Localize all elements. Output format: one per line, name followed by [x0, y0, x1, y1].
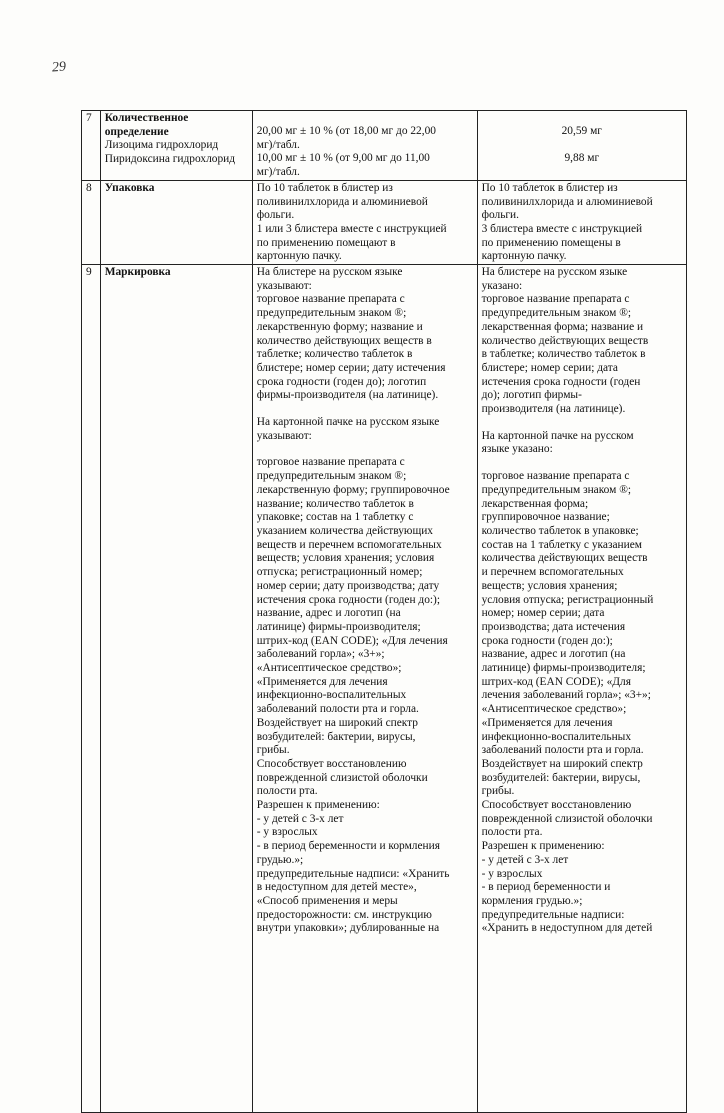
text-line: веществ; условия хранения; условия: [256, 552, 435, 565]
text-line: и перечнем вспомогательных: [481, 566, 624, 579]
text-line: На картонной пачке на русском: [481, 429, 634, 442]
text-line: На блистере на русском языке: [256, 266, 403, 279]
text-line: предупредительным знаком ®;: [256, 307, 407, 320]
text-line: заболеваний полости рта и горла.: [481, 744, 644, 757]
text-line: лекарственная форма; название и: [481, 320, 644, 333]
text-line: название, адрес и логотип (на: [481, 648, 626, 661]
text-line: поврежденной слизистой оболочки: [481, 812, 653, 825]
text-line: грибы.: [481, 785, 515, 798]
text-line: языке указано:: [481, 443, 553, 456]
text-line: заболеваний горла»; «3+»;: [256, 648, 385, 661]
text-line: - у взрослых: [481, 867, 543, 880]
text-line: веществ и перечнем вспомогательных: [256, 538, 442, 551]
row-number: 9: [82, 265, 101, 1113]
text-line: производства; дата истечения: [481, 620, 626, 633]
text-line: Воздействует на широкий спектр: [256, 716, 418, 729]
text-line: грудью.»;: [256, 853, 304, 866]
text-line: указывают:: [256, 429, 312, 442]
text-line: истечения срока годности (годен до:);: [256, 593, 441, 606]
text-line: в недоступном для детей месте»,: [256, 881, 417, 894]
specification-table: [81, 110, 687, 1113]
text-line: отпуска; регистрационный номер;: [256, 566, 423, 579]
text-line: штрих-код (EAN CODE); «Для лечения: [256, 634, 448, 647]
text-line: по применению помещены в: [481, 236, 621, 249]
row-requirement: [252, 180, 477, 264]
text-line: лекарственная форма;: [481, 497, 589, 510]
text-line: На блистере на русском языке: [481, 266, 628, 279]
row-parameter: [100, 111, 252, 181]
text-line: условия отпуска; регистрационный: [481, 593, 654, 606]
text-line: количество действующих веществ: [481, 334, 649, 347]
text-line: латинице) фирмы-производителя;: [256, 620, 421, 633]
result-value: 20,59 мг: [561, 125, 602, 137]
text-line: 10,00 мг ± 10 % (от 9,00 мг до 11,00: [256, 152, 430, 165]
text-line: название, адрес и логотип (на: [256, 607, 401, 620]
text-line: «Применяется для лечения: [256, 675, 388, 688]
text-line: указанием количества действующих: [256, 524, 434, 537]
text-line: торговое название препарата с: [256, 456, 405, 469]
text-line: - в период беременности и кормления: [256, 840, 440, 853]
row-number: 8: [82, 180, 101, 264]
text-line: состав на 1 таблетку с указанием: [481, 538, 642, 551]
text-line: предупредительным знаком ®;: [481, 483, 632, 496]
param-title-line: Маркировка: [104, 266, 171, 279]
text-line: предупредительным знаком ®;: [256, 470, 407, 483]
text-line: группировочное название;: [481, 511, 610, 524]
text-line: указано:: [481, 279, 523, 292]
row-parameter: [100, 265, 252, 1113]
text-line: фольги.: [256, 209, 295, 222]
param-subitem: Лизоцима гидрохлорид: [104, 139, 219, 152]
text-line: срока годности (годен до); логотип: [256, 375, 427, 388]
text-line: - в период беременности и: [481, 881, 611, 894]
row-result: [477, 265, 686, 1113]
param-title-line: Упаковка: [104, 181, 155, 194]
text-line: поврежденной слизистой оболочки: [256, 771, 428, 784]
text-line: «Хранить в недоступном для детей: [481, 922, 653, 935]
text-line: Разрешен к применению:: [256, 799, 380, 812]
page-number: 29: [51, 59, 67, 76]
text-line: по применению помещают в: [256, 236, 396, 249]
text-line: Воздействует на широкий спектр: [481, 757, 643, 770]
row-requirement: [252, 111, 477, 181]
text-line: лекарственную форму; группировочное: [256, 483, 450, 496]
text-line: картонную пачку.: [256, 250, 342, 263]
text-line: штрих-код (EAN CODE); «Для: [481, 675, 631, 688]
text-line: мг)/табл.: [256, 166, 300, 179]
text-line: поливинилхлорида и алюминиевой: [481, 195, 653, 208]
text-line: мг)/табл.: [256, 138, 300, 151]
text-line: 1 или 3 блистера вместе с инструкцией: [256, 222, 447, 235]
text-line: - у детей с 3-х лет: [481, 853, 569, 866]
text-line: производителя (на латинице).: [481, 403, 626, 416]
text-line: номер серии; дату производства; дату: [256, 579, 440, 592]
param-subitem: Пиридоксина гидрохлорид: [104, 153, 236, 166]
text-line: «Применяется для лечения: [481, 716, 613, 729]
text-line: лекарственную форму; название и: [256, 320, 423, 333]
text-line: 20,00 мг ± 10 % (от 18,00 мг до 22,00: [256, 125, 436, 137]
text-line: «Способ применения и меры: [256, 894, 398, 907]
text-line: срока годности (годен до:);: [481, 634, 613, 647]
text-line: предупредительные надписи:: [481, 908, 625, 921]
text-line: веществ; условия хранения;: [481, 579, 618, 592]
text-line: таблетке; количество таблеток в: [256, 348, 413, 361]
text-line: - у детей с 3-х лет: [256, 812, 344, 825]
text-line: внутри упаковки»; дублированные на: [256, 922, 440, 935]
text-line: На картонной пачке на русском языке: [256, 416, 440, 429]
text-line: номер; номер серии; дата: [481, 607, 605, 620]
row-result: [477, 180, 686, 264]
text-line: предосторожности: см. инструкцию: [256, 908, 432, 921]
text-line: лечения заболеваний горла»; «3+»;: [481, 689, 651, 702]
row-parameter: [100, 180, 252, 264]
text-line: инфекционно-воспалительных: [256, 689, 407, 702]
row-result: [477, 111, 686, 181]
text-line: По 10 таблеток в блистер из: [256, 181, 393, 194]
text-line: торговое название препарата с: [481, 470, 630, 483]
result-value: 9,88 мг: [564, 151, 600, 164]
text-line: блистере; номер серии; дату истечения: [256, 361, 446, 374]
text-line: количество таблеток в упаковке;: [481, 524, 639, 537]
text-line: поливинилхлорида и алюминиевой: [256, 195, 428, 208]
text-line: заболеваний полости рта и горла.: [256, 703, 419, 716]
text-line: Способствует восстановлению: [481, 799, 632, 812]
text-line: название; количество таблеток в: [256, 497, 414, 510]
text-line: Разрешен к применению:: [481, 840, 605, 853]
text-line: - у взрослых: [256, 826, 318, 839]
text-line: в таблетке; количество таблеток в: [481, 348, 646, 361]
text-line: «Антисептическое средство»;: [256, 662, 402, 675]
text-line: возбудителей: бактерии, вирусы,: [256, 730, 416, 743]
text-line: Способствует восстановлению: [256, 757, 407, 770]
text-line: возбудителей: бактерии, вирусы,: [481, 771, 641, 784]
text-line: до); логотип фирмы-: [481, 389, 582, 402]
text-line: 3 блистера вместе с инструкцией: [481, 222, 643, 235]
text-line: торговое название препарата с: [256, 293, 405, 306]
text-line: грибы.: [256, 744, 290, 757]
text-line: фирмы-производителя (на латинице).: [256, 389, 439, 402]
param-title-line: определение: [104, 125, 169, 138]
text-line: торговое название препарата с: [481, 293, 630, 306]
text-line: количества действующих веществ: [481, 552, 648, 565]
table-row: [82, 265, 687, 1113]
text-line: полости рта.: [481, 826, 543, 839]
text-line: фольги.: [481, 209, 519, 222]
text-line: предупредительные надписи: «Хранить: [256, 867, 450, 880]
param-title-line: Количественное: [104, 112, 189, 124]
text-line: блистере; номер серии; дата: [481, 361, 618, 374]
row-requirement: [252, 265, 477, 1113]
text-line: указывают:: [256, 279, 312, 292]
text-line: По 10 таблеток в блистер из: [481, 181, 618, 194]
row-number: 7: [82, 111, 101, 181]
text-line: кормления грудью.»;: [481, 894, 583, 907]
text-line: упаковке; состав на 1 таблетку с: [256, 511, 414, 524]
text-line: количество действующих веществ в: [256, 334, 432, 347]
text-line: латинице) фирмы-производителя;: [481, 662, 646, 675]
text-line: полости рта.: [256, 785, 318, 798]
text-line: инфекционно-воспалительных: [481, 730, 632, 743]
table-row: [82, 111, 687, 181]
text-line: истечения срока годности (годен: [481, 375, 641, 388]
text-line: картонную пачку.: [481, 250, 567, 263]
text-line: «Антисептическое средство»;: [481, 703, 627, 716]
text-line: предупредительным знаком ®;: [481, 307, 632, 320]
table-row: [82, 180, 687, 264]
